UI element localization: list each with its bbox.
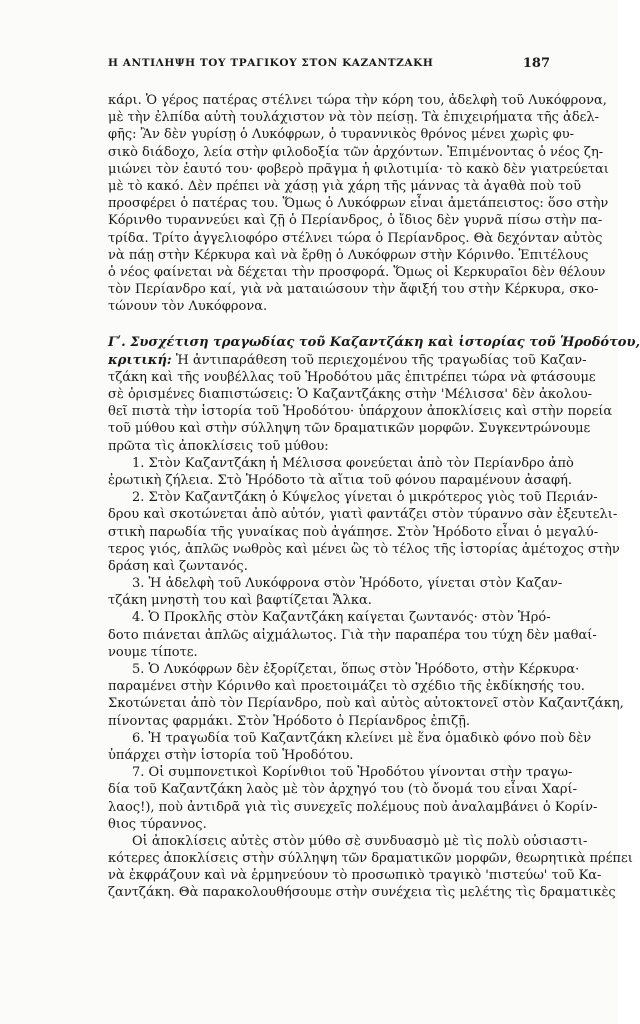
body-text — [108, 92, 640, 902]
text-line: τώνουν τὸν Λυκόφρονα. — [108, 299, 268, 315]
text-line: δράση καὶ ζωντανός. — [108, 558, 248, 574]
text-line: νὰ πάῃ στὴν Κέρκυρα καὶ νὰ ἔρθῃ ὁ Λυκόφρων στὴν Κόρινθο. Ἐπιτέλους — [108, 247, 589, 263]
text-line: σὲ ὁρισμένες διαπιστώσεις: Ὁ Καζαντζάκης στὴν 'Μέλισσα' δὲν ἀκολου- — [108, 387, 593, 402]
text-line: τὸν Περίανδρο καί, γιὰ νὰ ματαιώσουν τὴν ἄφιξή του στὴν Κέρκυρα, σκο- — [108, 282, 599, 298]
text-line: δρου καὶ σκοτώνεται ἀπὸ αὐτόν, γιατὶ φαντάζει στὸν τύραννο σὰν ἐξευτελι- — [108, 507, 618, 523]
text-line: στικὴ παρωδία τῆς γυναίκας ποὺ ἀγάπησε. Στὸν Ἡρόδοτο εἶναι ὁ μεγαλύ- — [108, 524, 599, 540]
section-first-line — [108, 352, 587, 369]
list-item-4 — [108, 609, 597, 661]
text-line: θεῖ πιστὰ τὴν ἱστορία τοῦ Ἡροδότου· ὑπάρχουν ἀποκλίσεις καὶ στὴν πορεία — [108, 404, 613, 420]
section-text: Ἡ ἀντιπαράθεση τοῦ περιεχομένου τῆς τραγωδίας τοῦ Καζαν- — [171, 352, 587, 368]
list-item-7 — [108, 764, 598, 833]
section-heading-tail: κριτική: — [108, 352, 172, 368]
text-line: ἐρωτικὴ ζήλεια. Στὸ Ἡρόδοτο τὰ αἴτια τοῦ φόνου παραμένουν ἀσαφή. — [108, 472, 572, 488]
text-line: τρίδα. Τρίτο ἀγγελιοφόρο στέλνει τώρα ὁ Περίανδρος. Θὰ δεχόνταν αὐτὸς — [108, 230, 603, 246]
numbered-list — [108, 455, 624, 833]
list-item-2 — [108, 489, 620, 575]
text-line: παραμένει στὴν Κόρινθο καὶ προετοιμάζει τὸ σχέδιο τῆς ἐκδίκησής του. — [108, 679, 585, 695]
text-line: πίνοντας φαρμάκι. Στὸν Ἡρόδοτο ὁ Περίανδρος ἐπιζῇ. — [108, 713, 471, 729]
text-line: τερος γιός, ἁπλῶς νωθρὸς καὶ μένει ὣς τὸ τέλος τῆς ἱστορίας ἀμέτοχος στὴν — [108, 541, 620, 557]
text-line: νὰ ἐκφράζουν καὶ νὰ ἑρμηνεύουν τὸ προσωπικὸ τραγικὸ 'πιστεύω' τοῦ Κα- — [108, 868, 602, 884]
text-line: 1. Στὸν Καζαντζάκη ἡ Μέλισσα φονεύεται ἀπὸ τὸν Περίανδρο ἀπὸ — [132, 455, 574, 471]
text-line: 4. Ὁ Προκλῆς στὸν Καζαντζάκη καίγεται ζωντανός· στὸν Ἡρό- — [132, 610, 551, 626]
text-line: προσφέρει ὁ πατέρας του. Ὅμως ὁ Λυκόφρων εἶναι ἀμετάπειστος: ὅσο στὴν — [108, 196, 609, 212]
text-line: 7. Οἱ συμπονετικοὶ Κορίνθιοι τοῦ Ἡροδότου γίνονται στὴν τραγω- — [132, 765, 573, 781]
section-g — [108, 334, 640, 454]
text-line: λαος!), ποὺ ἀντιδρᾶ γιὰ τὶς συνεχεῖς πολέμους ποὺ ἀναλαμβάνει ὁ Κορίν- — [108, 799, 598, 815]
text-line: δία τοῦ Καζαντζάκη λαὸς μὲ τὸν ἀρχηγό του (τὸ ὄνομά του εἶναι Χαρί- — [108, 782, 578, 798]
text-line: σικὸ διάδοχο, λεία στὴν φιλοδοξία τῶν ἀρχόντων. Ἐπιμένοντας ὁ νέος ζη- — [108, 144, 604, 160]
text-line: κότερες ἀποκλίσεις στὴν σύλληψη τῶν δραματικῶν μορφῶν, θεωρητικὰ πρέπει — [108, 851, 633, 867]
text-line: Κόρινθο τυραννεύει καὶ ζῇ ὁ Περίανδρος, ὁ ἴδιος δὲν γυρνᾶ πίσω στὴν πα- — [108, 213, 603, 229]
paragraph-gap — [108, 315, 558, 334]
text-line: ὁ νέος φαίνεται νὰ δέχεται τὴν προσφορά. Ὅμως οἱ Κερκυραῖοι δὲν θέλουν — [108, 264, 606, 280]
running-header — [100, 57, 550, 75]
text-line: ζαντζάκη. Θὰ παρακολουθήσουμε στὴν συνέχεια τὶς μελέτης τὶς δραματικὲς — [108, 885, 616, 901]
list-item-5 — [108, 661, 624, 730]
text-line: θιος τύραννος. — [108, 816, 207, 832]
text-line: κάρι. Ὁ γέρος πατέρας στέλνει τώρα τὴν κόρη του, ἀδελφὴ τοῦ Λυκόφρονα, — [108, 93, 607, 108]
page-number: 187 — [522, 56, 550, 71]
text-line: νουμε τίποτε. — [108, 644, 198, 660]
text-line: 2. Στὸν Καζαντζάκη ὁ Κύψελος γίνεται ὁ μικρότερος γιὸς τοῦ Περιάν- — [132, 490, 598, 506]
text-line: μιώνει τὸν ἑαυτό του· φοβερὸ πρᾶγμα ἡ φιλοτιμία· τὸ κακὸ δὲν γιατρεύεται — [108, 161, 609, 177]
text-line: μὲ τὴν ἐλπίδα αὐτὴ τουλάχιστον νὰ τὸν πείσῃ. Τὰ ἐπιχειρήματα τῆς ἀδελ- — [108, 110, 600, 126]
text-line: τζάκη μνηστὴ του καὶ βαφτίζεται Ἄλκα. — [108, 593, 372, 609]
text-line: πρῶτα τὶς ἀποκλίσεις τοῦ μύθου: — [108, 438, 329, 454]
list-item-1 — [108, 455, 574, 489]
text-line: δοτο πιάνεται ἁπλῶς αἰχμάλωτος. Γιὰ τὴν παραπέρα του τύχη δὲν μαθαί- — [108, 627, 597, 643]
text-line: Οἱ ἀποκλίσεις αὐτὲς στὸν μύθο σὲ συνδυασμὸ μὲ τὶς πολὺ οὐσιαστι- — [132, 833, 588, 849]
list-item-3 — [108, 575, 563, 609]
closing-paragraph — [108, 833, 633, 902]
text-line: τοῦ μύθου καὶ στὴν σύλληψη τῶν δραματικῶν μορφῶν. Συγκεντρώνουμε — [108, 421, 591, 437]
text-line: μὲ τὸ κακό. Δὲν πρέπει νὰ χάσῃ γιὰ χάρη τῆς μάννας τὰ ἀγαθὰ ποὺ τοῦ — [108, 178, 582, 194]
text-line: 3. Ἡ ἀδελφὴ τοῦ Λυκόφρονα στὸν Ἡρόδοτο, γίνεται στὸν Καζαν- — [132, 576, 563, 592]
text-line: ὑπάρχει στὴν ἱστορία τοῦ Ἡροδότου. — [108, 747, 354, 763]
paragraph-1 — [108, 92, 609, 315]
running-title: Η ΑΝΤΙΛΗΨΗ ΤΟΥ ΤΡΑΓΙΚΟΥ ΣΤΟΝ ΚΑΖΑΝΤΖΑΚΗ — [108, 57, 434, 69]
text-line: τζάκη καὶ τῆς νουβέλλας τοῦ Ἡροδότου μᾶς ἐπιτρέπει τώρα νὰ φτάσουμε — [108, 369, 596, 385]
list-item-6 — [108, 730, 592, 764]
text-line: 6. Ἡ τραγωδία τοῦ Καζαντζάκη κλείνει μὲ ἕνα ὁμαδικὸ φόνο ποὺ δὲν — [132, 730, 592, 746]
text-line: φῆς: Ἂν δὲν γυρίσῃ ὁ Λυκόφρων, ὁ τυραννικὸς θρόνος μένει χωρὶς φυ- — [108, 127, 575, 143]
text-line: Σκοτώνεται ἀπὸ τὸν Περίανδρο, ποὺ καὶ αὐτὸς αὐτοκτονεῖ στὸν Καζαντζάκη, — [108, 696, 624, 712]
section-heading: Γʹ. Συσχέτιση τραγωδίας τοῦ Καζαντζάκη καὶ ἱστορίας τοῦ Ἡροδότου, — [108, 335, 640, 351]
text-line: 5. Ὁ Λυκόφρων δὲν ἐξορίζεται, ὅπως στὸν Ἡρόδοτο, στὴν Κέρκυρα· — [132, 662, 580, 677]
